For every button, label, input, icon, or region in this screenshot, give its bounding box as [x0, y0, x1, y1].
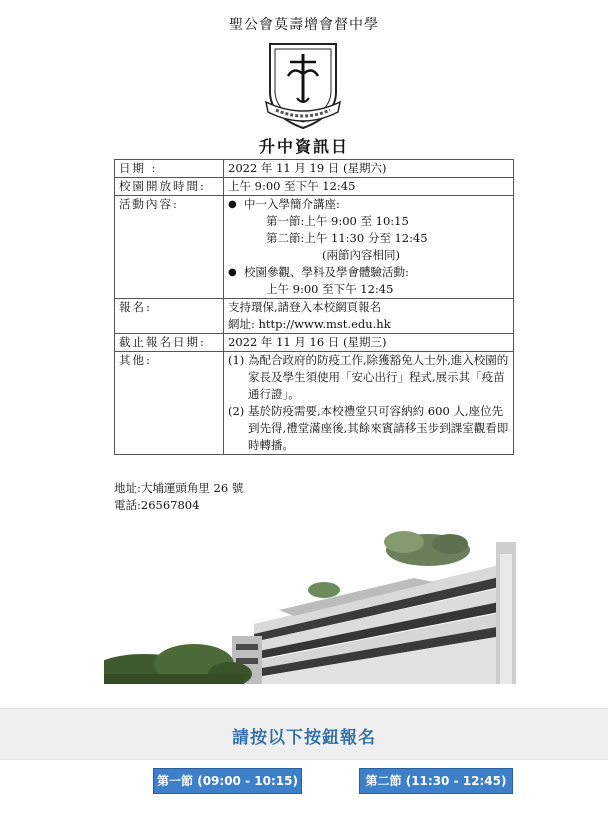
- note-text: 為配合政府的防疫工作,除獲豁免人士外,進入校園的家長及學生須使用「安心出行」程式,展示其「疫苗通行證」。: [248, 353, 509, 401]
- cta-heading: 請按以下按鈕報名: [232, 728, 376, 748]
- session1-register-button[interactable]: 第一節 (09:00 - 10:15): [153, 768, 302, 794]
- contact-block: [114, 480, 243, 514]
- activity-item1-title: 中一入學簡介講座:: [244, 197, 340, 211]
- table-row: [115, 196, 514, 299]
- note-text: 基於防疫需要,本校禮堂只可容納約 600 人,座位先到先得,禮堂滿座後,其餘來賓請移玉步到課室觀看即時轉播。: [248, 404, 509, 452]
- bullet-icon: ●: [228, 267, 237, 278]
- activity-item2-time: 上午 9:00 至下午 12:45: [266, 282, 394, 296]
- note-number: (2): [228, 404, 245, 418]
- session-note: (兩節內容相同): [322, 248, 400, 262]
- register-url: 網址: http://www.mst.edu.hk: [228, 317, 391, 331]
- address-text: 地址:大埔運頭角里 26 號: [114, 481, 244, 495]
- page-title: 升中資訊日: [258, 137, 349, 156]
- open-time-value: 上午 9:00 至下午 12:45: [224, 178, 514, 196]
- list-item: [228, 264, 509, 281]
- date-value: 2022 年 11 月 19 日 (星期六): [224, 160, 514, 178]
- note-item: [228, 403, 509, 454]
- activity-cell: [224, 196, 514, 299]
- list-item: [228, 196, 509, 213]
- note-number: (1): [228, 353, 245, 367]
- table-row: [115, 160, 514, 178]
- info-table: [114, 159, 514, 455]
- session1-time: 第一節:上午 9:00 至 10:15: [266, 214, 409, 228]
- table-row: [115, 334, 514, 352]
- activity-label: 活動內容:: [115, 196, 224, 299]
- others-cell: [224, 352, 514, 455]
- open-time-label: 校園開放時間:: [115, 178, 224, 196]
- school-building-photo: [104, 524, 520, 684]
- others-label: 其他:: [115, 352, 224, 455]
- deadline-value: 2022 年 11 月 16 日 (星期三): [224, 334, 514, 352]
- register-cell: [224, 299, 514, 334]
- deadline-label: 截止報名日期:: [115, 334, 224, 352]
- table-row: [115, 178, 514, 196]
- session2-register-button[interactable]: 第二節 (11:30 - 12:45): [359, 768, 513, 794]
- register-line1: 支持環保,請登入本校網頁報名: [228, 300, 382, 314]
- register-label: 報名:: [115, 299, 224, 334]
- school-crest-logo: [264, 40, 342, 132]
- activity-item2-title: 校園參觀、學科及學會體驗活動:: [244, 265, 409, 279]
- table-row: [115, 352, 514, 455]
- session2-time: 第二節:上午 11:30 分至 12:45: [266, 231, 428, 245]
- school-name: 聖公會莫壽增會督中學: [229, 17, 379, 33]
- phone-text: 電話:26567804: [114, 498, 200, 512]
- cta-banner: [0, 708, 608, 760]
- note-item: [228, 352, 509, 403]
- table-row: [115, 299, 514, 334]
- bullet-icon: ●: [228, 199, 237, 210]
- date-label: 日期 :: [115, 160, 224, 178]
